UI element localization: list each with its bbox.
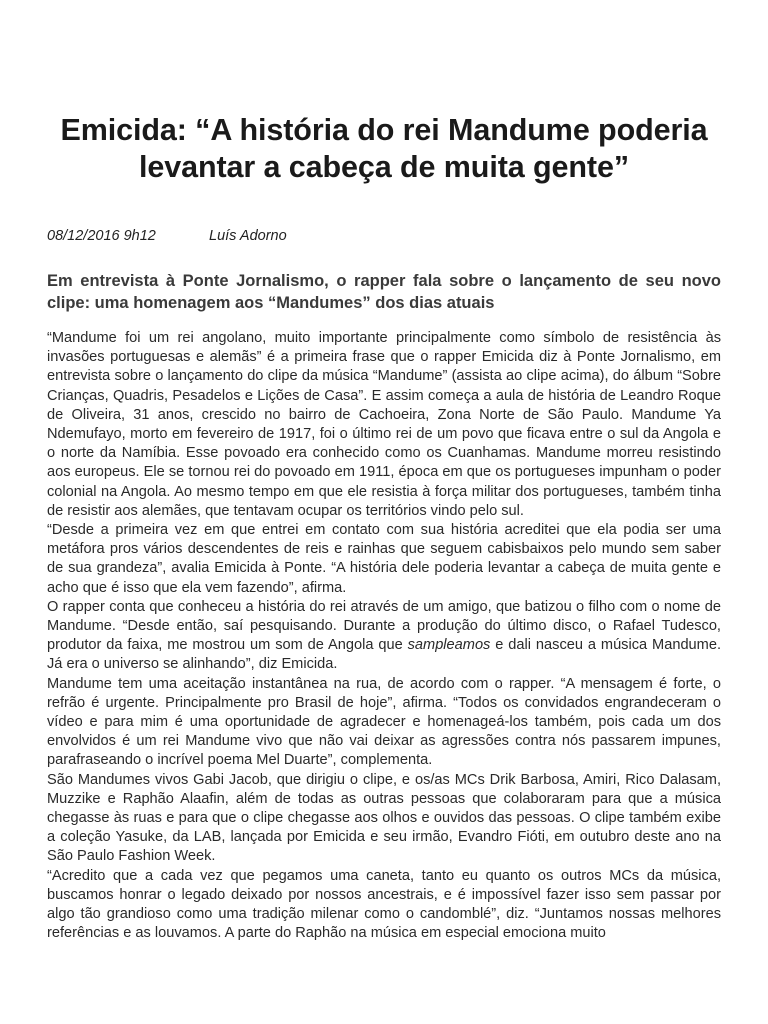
- publish-date: 08/12/2016 9h12: [47, 228, 156, 244]
- article-lead: Em entrevista à Ponte Jornalismo, o rapper fala sobre o lançamento de seu novo clipe: uma homenagem aos “Mandumes” dos dias atuais: [47, 272, 721, 312]
- body-paragraph: “Mandume foi um rei angolano, muito importante principalmente como símbolo de resistência às invasões portuguesas e alemãs” é a primeira frase que o rapper Emicida diz à Ponte Jornalismo, em entrevista sobre o lançamento do clipe da música “Mandume” (assista ao clipe acima), do álbum “Sobre Crianças, Quadris, Pesadelos e Lições de Casa”. E assim começa a aula de história de Leandro Roque de Oliveira, 31 anos, crescido no bairro de Cachoeira, Zona Norte de São Paulo. Mandume Ya Ndemufayo, morto em fevereiro de 1917, foi o último rei de um povo que ficava entre o sul da Angola e o norte da Namíbia. Esse povoado era conhecido como os Cuanhamas. Mandume morreu resistindo aos europeus. Ele se tornou rei do povoado em 1911, época em que os portugueses impunham o poder colonial na Angola. Ao mesmo tempo em que ele resistia à força militar dos portugueses, também tinha de resistir aos alemães, que tentavam ocupar os territórios vindo pelo sul.: [47, 330, 721, 519]
- author-name: Luís Adorno: [209, 228, 287, 244]
- italic-term: sampleamos: [407, 637, 491, 654]
- body-paragraph: Mandume tem uma aceitação instantânea na rua, de acordo com o rapper. “A mensagem é forte, o refrão é urgente. Principalmente pro Brasil de hoje”, afirma. “Todos os convidados engrandeceram o vídeo e para mim é uma oportunidade de agradecer e homenageá-los também, pois cada um dos envolvidos é um rei Mandume vivo que não vai deixar as agressões contra nós passarem impunes, parafraseando o incrível poema Mel Duarte”, complementa.: [47, 675, 721, 769]
- article-body: [47, 329, 721, 944]
- article-meta: [47, 226, 721, 246]
- paragraph-text: O rapper conta que conheceu a história do rei através de um amigo, que batizou o filho com o nome de Mandume. “Desde então, saí pesquisando. Durante a produção do último disco, o Rafael Tudesco, produtor da faixa, me mostrou um som de Angola que: [47, 598, 721, 654]
- body-paragraph: “Acredito que a cada vez que pegamos uma caneta, tanto eu quanto os outros MCs da música, buscamos honrar o legado deixado por nossos ancestrais, e é impossível fazer isso sem passar por algo tão grandioso como uma tradição milenar como o candomblé”, diz. “Juntamos nossas melhores referências e as louvamos. A parte do Raphão na música em especial emociona muito: [47, 867, 721, 942]
- paragraph-text: e dali nasceu a música Mandume. Já era o universo se alinhando”, diz Emicida.: [47, 637, 721, 673]
- body-paragraph: São Mandumes vivos Gabi Jacob, que dirigiu o clipe, e os/as MCs Drik Barbosa, Amiri, Rico Dalasam, Muzzike e Raphão Alaafin, além de todas as outras pessoas que colaboraram para que a música chegasse às ruas e para que o clipe chegasse aos olhos e ouvidos das pessoas. O clipe também exibe a coleção Yasuke, da LAB, lançada por Emicida e seu irmão, Evandro Fióti, em outubro deste ano na São Paulo Fashion Week.: [47, 771, 721, 865]
- body-paragraph: “Desde a primeira vez em que entrei em contato com sua história acreditei que ela podia ser uma metáfora pros vários descendentes de reis e rainhas que seguem cabisbaixos pelo mundo sem saber de sua grandeza”, avalia Emicida à Ponte. “A história dele poderia levantar a cabeça de muita gente e acho que é isso que ela vem fazendo”, afirma.: [47, 522, 721, 596]
- body-paragraph: [47, 598, 721, 675]
- article-title: Emicida: “A história do rei Mandume poderia levantar a cabeça de muita gente”: [60, 113, 708, 184]
